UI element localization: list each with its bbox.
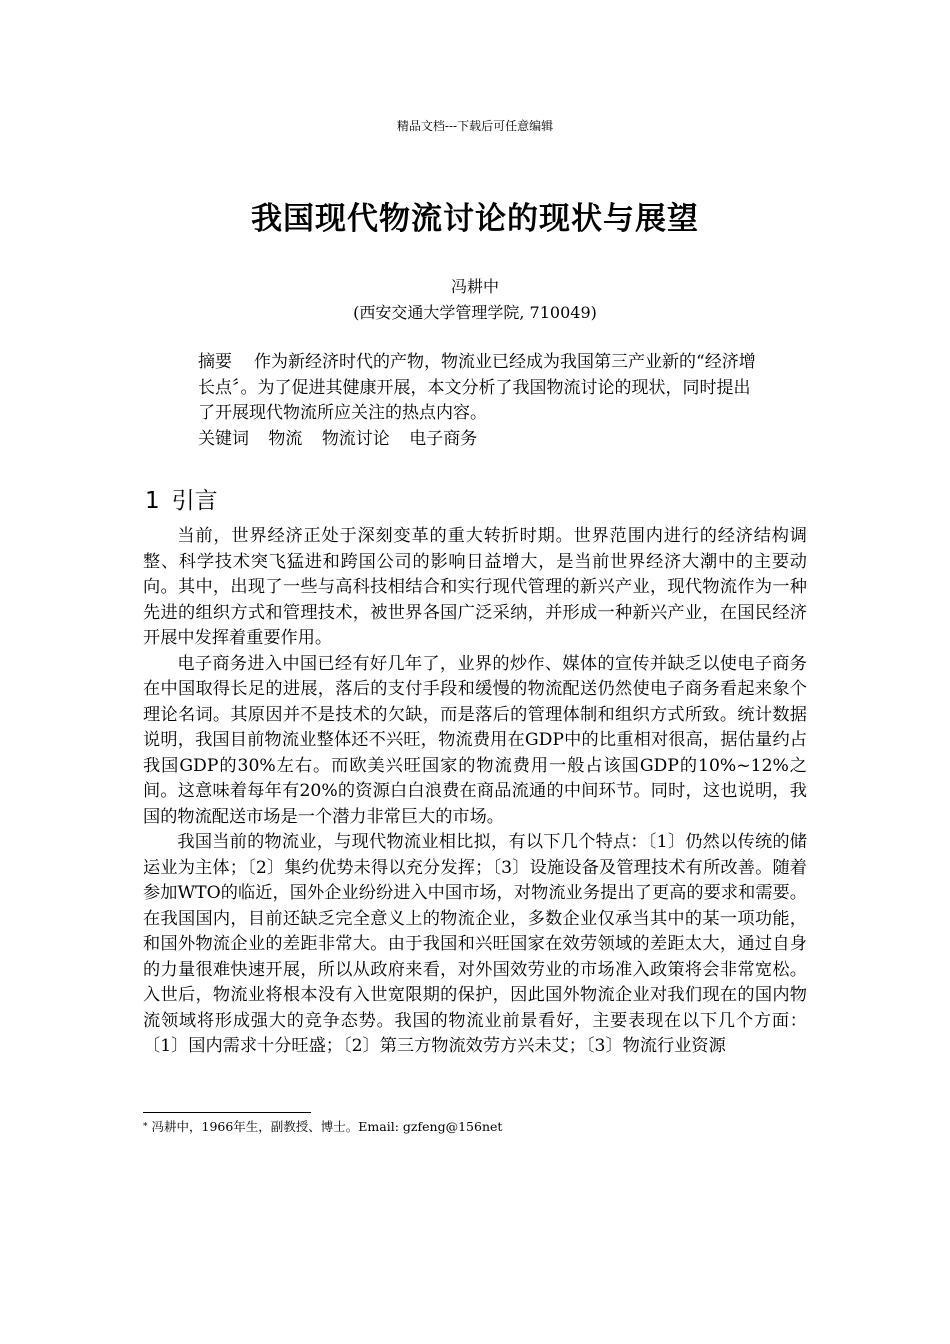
footnote-text: 冯耕中，1966年生，副教授、博士。Email: gzfeng@156net	[151, 1119, 503, 1134]
section-title: 引言	[171, 488, 218, 514]
footnote-mark: *	[143, 1122, 148, 1132]
body-paragraph: 电子商务进入中国已经有好几年了，业界的炒作、媒体的宣传并缺乏以使电子商务在中国取得长足的进展，落后的支付手段和缓慢的物流配送仍然使电子商务看起来象个理论名词。其原因并不是技术的欠缺，而是落后的管理体制和组织方式所致。统计数据说明，我国目前物流业整体还不兴旺，物流费用在GDP中的比重相对很高，据估量约占我国GDP的30%左右。而欧美兴旺国家的物流费用一般占该国GDP的10%~12%之间。这意味着每年有20%的资源白白浪费在商品流通的中间环节。同时，这也说明，我国的物流配送市场是一个潜力非常巨大的市场。	[143, 653, 807, 827]
body-text	[143, 524, 807, 1060]
abstract-label: 摘要	[198, 352, 232, 372]
author-affiliation: (西安交通大学管理学院, 710049)	[353, 303, 597, 322]
keywords	[198, 427, 758, 451]
body-paragraph: 当前，世界经济正处于深刻变革的重大转折时期。世界范围内进行的经济结构调整、科学技术突飞猛进和跨国公司的影响日益增大，是当前世界经济大潮中的主要动向。其中，出现了一些与高科技相结合和实行现代管理的新兴产业，现代物流作为一种先进的组织方式和管理技术，被世界各国广泛采纳，并形成一种新兴产业，在国民经济开展中发挥着重要作用。	[143, 526, 807, 648]
header-note: 精品文档---下载后可任意编辑	[396, 119, 554, 133]
keyword-item: 物流	[268, 429, 303, 449]
abstract	[198, 350, 758, 427]
abstract-text: 作为新经济时代的产物，物流业已经成为我国第三产业新的“经济增长点〞。为了促进其健康开展，本文分析了我国物流讨论的现状，同时提出了开展现代物流所应关注的热点内容。	[198, 352, 756, 423]
section-number: 1	[145, 488, 160, 514]
keyword-item: 物流讨论	[321, 429, 390, 449]
section-heading	[145, 485, 218, 517]
keyword-item: 电子商务	[409, 429, 478, 449]
body-paragraph: 我国当前的物流业，与现代物流业相比拟，有以下几个特点：〔1〕仍然以传统的储运业为主体；〔2〕集约优势未得以充分发挥；〔3〕设施设备及管理技术有所改善。随着参加WTO的临近，国外企业纷纷进入中国市场，对物流业务提出了更高的要求和需要。在我国国内，目前还缺乏完全意义上的物流企业，多数企业仅承当其中的某一项功能，和国外物流企业的差距非常大。由于我国和兴旺国家在效劳领域的差距太大，通过自身的力量很难快速开展，所以从政府来看，对外国效劳业的市场准入政策将会非常宽松。入世后，物流业将根本没有入世宽限期的保护，因此国外物流企业对我们现在的国内物流领域将形成强大的竞争态势。我国的物流业前景看好，主要表现在以下几个方面：〔1〕国内需求十分旺盛；〔2〕第三方物流效劳方兴未艾；〔3〕物流行业资源	[143, 832, 807, 1056]
footnote-divider	[143, 1112, 311, 1113]
paper-title: 我国现代物流讨论的现状与展望	[251, 201, 699, 237]
footnote	[143, 1118, 807, 1136]
keywords-label: 关键词	[198, 429, 249, 449]
author-name: 冯耕中	[450, 277, 499, 296]
